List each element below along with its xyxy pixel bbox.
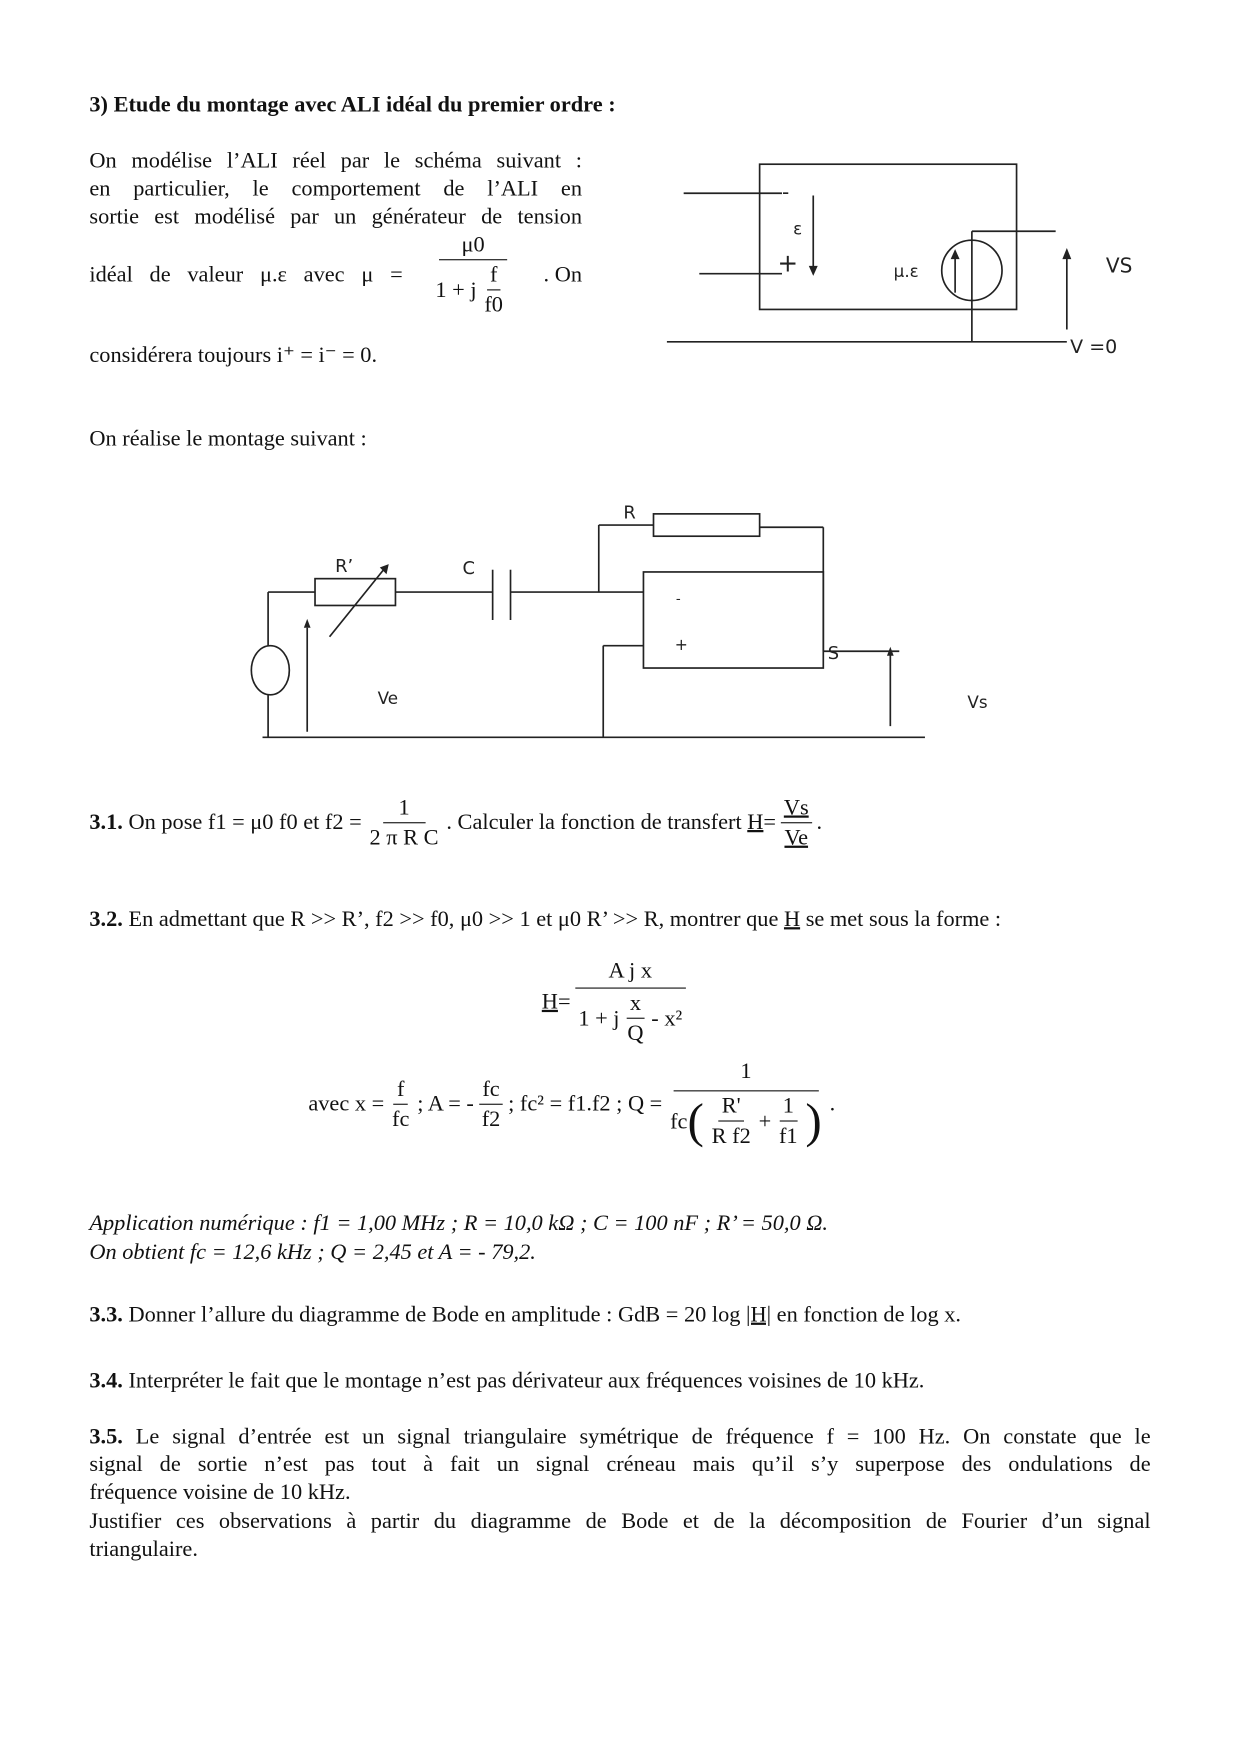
question-text: On pose f1 = μ0 f0 et f2 = (128, 809, 362, 835)
h-fraction (575, 958, 686, 1045)
den-text: - x² (651, 1005, 683, 1031)
x-over-q (624, 991, 647, 1046)
epsilon-label: ε (793, 218, 803, 239)
den-text: 1 + j (578, 1005, 620, 1031)
h-symbol: H (783, 907, 801, 932)
avec-text: avec x = (308, 1090, 385, 1116)
ali-model-diagram (0, 0, 1240, 469)
one: 1 (779, 1094, 797, 1122)
h-symbol: H (541, 989, 558, 1014)
f1: f1 (778, 1123, 798, 1149)
rf2: R f2 (711, 1123, 751, 1149)
abs-h: |H| (746, 1302, 772, 1328)
h-symbol: H (747, 809, 764, 835)
opamp-box (643, 572, 823, 668)
avec-text: ; fc² = f1.f2 ; Q = (508, 1090, 663, 1116)
period: . (816, 809, 823, 835)
intro-text: . On (543, 261, 583, 287)
f0: f0 (484, 292, 503, 318)
question-number: 3.3. (89, 1302, 123, 1328)
plus-label: + (674, 635, 688, 655)
vs-label: VS (1105, 253, 1133, 278)
rp-over-rf2 (708, 1094, 754, 1149)
results-line: On obtient fc = 12,6 kHz ; Q = 2,45 et A = - 79,2. (89, 1239, 536, 1265)
rp: R' (718, 1094, 744, 1122)
numerator: fc (479, 1076, 503, 1104)
question-text: se met sous la forme : (805, 907, 1002, 932)
question-number: 3.5. (89, 1424, 123, 1449)
intro-text: idéal de valeur μ.ε avec μ = (89, 261, 403, 287)
denominator: f2 (481, 1106, 501, 1132)
realise-text: On réalise le montage suivant : (89, 426, 367, 452)
x-fraction (389, 1076, 413, 1131)
resistor-r (654, 514, 760, 536)
equals: = (557, 989, 571, 1014)
left-paren: ( (687, 1093, 704, 1148)
mu-den-text: 1 + j (435, 277, 477, 303)
plus: + (758, 1108, 772, 1134)
minus-label: - (781, 179, 790, 204)
numerator: A j x (575, 958, 685, 988)
question-number: 3.2. (89, 907, 123, 932)
question-3-5-line: triangulaire. (89, 1537, 198, 1562)
numerator: 1 (673, 1059, 818, 1091)
question-text: Interpréter le fait que le montage n’est pas dérivateur aux fréquences voisines de 10 kHz. (128, 1368, 925, 1394)
mu-eps-label: μ.ε (893, 261, 919, 282)
ve-label: Ve (377, 687, 399, 708)
plus-label: + (777, 248, 799, 278)
question-text: Le signal d’entrée est un signal triangulaire symétrique de fréquence f = 100 Hz. On constate que le (135, 1424, 1151, 1449)
question-3-2 (89, 907, 1001, 933)
f2-fraction (366, 795, 442, 850)
one-over-f1 (776, 1094, 801, 1149)
question-3-5-line: fréquence voisine de 10 kHz. (89, 1480, 351, 1505)
question-3-5-line: signal de sortie n’est pas tout à fait un signal créneau mais qu’il s’y superpose des ondulations de (89, 1452, 1151, 1477)
question-3-1 (89, 795, 822, 850)
x: x (626, 991, 644, 1019)
q: Q (627, 1021, 644, 1046)
vs-label: Vs (967, 692, 988, 713)
f: f (487, 263, 501, 291)
question-text: Donner l’allure du diagramme de Bode en amplitude : GdB = 20 log (128, 1302, 741, 1328)
numerator: f (394, 1076, 408, 1104)
intro-line: On modélise l’ALI réel par le schéma suivant : (89, 148, 583, 174)
intro-line: sortie est modélisé par un générateur de tension (89, 204, 583, 230)
question-3-3 (89, 1303, 961, 1329)
fc: fc (670, 1108, 688, 1134)
section-title: 3) Etude du montage avec ALI idéal du premier ordre : (89, 92, 616, 118)
period: . (829, 1090, 836, 1116)
intro-line: considérera toujours i⁺ = i⁻ = 0. (89, 342, 378, 368)
ve: Ve (784, 825, 809, 851)
avec-text: ; A = - (417, 1090, 474, 1116)
q-fraction (667, 1059, 825, 1148)
denominator (667, 1091, 825, 1148)
question-3-4 (89, 1368, 924, 1394)
question-text: . Calculer la fonction de transfert (446, 809, 742, 835)
question-text: En admettant que R >> R’, f2 >> f0, μ0 >> 1 et μ0 R’ >> R, montrer que (128, 907, 779, 932)
source-icon (251, 646, 289, 695)
variable-resistor-r-prime (315, 579, 395, 606)
avec-line (308, 1059, 835, 1148)
mu-numerator: μ0 (439, 232, 507, 260)
minus-label: - (675, 592, 681, 608)
c-label: C (462, 558, 475, 580)
question-3-5-line: Justifier ces observations à partir du diagramme de Bode et de la décomposition de Fourier d’un signal (89, 1509, 1151, 1534)
question-number: 3.1. (89, 809, 123, 835)
a-fraction (478, 1076, 503, 1131)
s-label: S (827, 643, 840, 665)
denominator: 2 π R C (369, 825, 439, 851)
r-label: R (623, 502, 636, 524)
circuit-diagram (0, 480, 1240, 770)
question-3-5-line (89, 1425, 1150, 1447)
vs: Vs (780, 795, 812, 823)
application-numerique: Application numérique : f1 = 1,00 MHz ; R = 10,0 kΩ ; C = 100 nF ; R’ = 50,0 Ω. (89, 1210, 828, 1236)
intro-line: en particulier, le comportement de l’ALI en (89, 176, 583, 202)
r-prime-label: R’ (335, 555, 354, 577)
question-text: en fonction de log x. (776, 1302, 961, 1328)
denominator (575, 989, 686, 1046)
question-number: 3.4. (89, 1368, 123, 1394)
v0-label: V =0 (1070, 336, 1118, 359)
h-fraction (780, 795, 812, 850)
h-formula (542, 958, 690, 1045)
right-paren: ) (805, 1093, 822, 1148)
numerator: 1 (383, 795, 425, 823)
equals: = (763, 809, 777, 835)
denominator: fc (392, 1106, 410, 1132)
